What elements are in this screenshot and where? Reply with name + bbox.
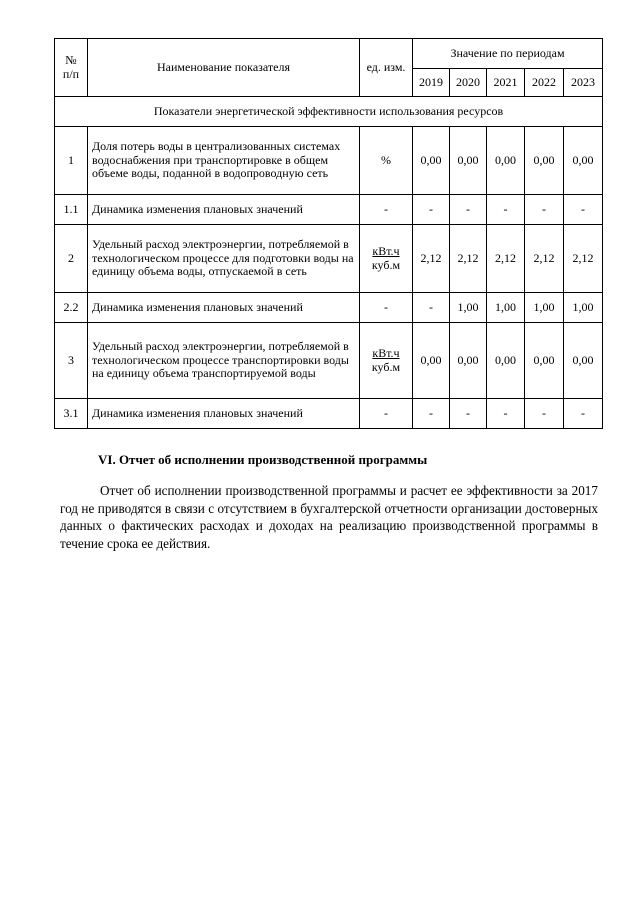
row-value: - (413, 399, 450, 429)
row-value: - (525, 195, 564, 225)
unit-numerator: кВт.ч (372, 346, 400, 361)
row-num: 2 (55, 225, 88, 293)
row-num: 2.2 (55, 293, 88, 323)
row-num: 1 (55, 127, 88, 195)
header-year: 2023 (564, 69, 603, 97)
header-name: Наименование показателя (88, 39, 360, 97)
row-unit: - (360, 399, 413, 429)
row-value: 0,00 (450, 127, 487, 195)
indicators-table (54, 38, 603, 429)
row-value: 0,00 (450, 323, 487, 399)
header-num: № п/п (55, 39, 88, 97)
row-value: - (413, 293, 450, 323)
table-row (55, 195, 603, 225)
row-num: 3 (55, 323, 88, 399)
row-name: Удельный расход электроэнергии, потребляемой в технологическом процессе для подготовки воды на единицу объема воды, отпускаемой в сеть (88, 225, 360, 293)
table-row (55, 225, 603, 293)
row-unit (360, 225, 413, 293)
row-value: 0,00 (413, 127, 450, 195)
row-unit (360, 323, 413, 399)
row-value: - (413, 195, 450, 225)
row-num: 1.1 (55, 195, 88, 225)
row-value: - (450, 195, 487, 225)
row-value: 1,00 (525, 293, 564, 323)
table-row (55, 127, 603, 195)
row-unit: - (360, 293, 413, 323)
header-year: 2020 (450, 69, 487, 97)
row-name: Динамика изменения плановых значений (88, 195, 360, 225)
row-value: 2,12 (487, 225, 525, 293)
row-value: 0,00 (525, 127, 564, 195)
row-value: 1,00 (487, 293, 525, 323)
header-year: 2022 (525, 69, 564, 97)
row-value: 0,00 (487, 323, 525, 399)
row-num: 3.1 (55, 399, 88, 429)
section-title: Показатели энергетической эффективности использования ресурсов (55, 97, 603, 127)
row-value: 0,00 (564, 323, 603, 399)
header-unit: ед. изм. (360, 39, 413, 97)
row-value: - (564, 399, 603, 429)
row-value: 0,00 (525, 323, 564, 399)
row-value: 2,12 (525, 225, 564, 293)
row-value: 0,00 (487, 127, 525, 195)
row-value: 1,00 (450, 293, 487, 323)
section-heading: VI. Отчет об исполнении производственной программы (98, 452, 428, 467)
row-value: - (487, 195, 525, 225)
header-year: 2019 (413, 69, 450, 97)
table-row (55, 399, 603, 429)
row-value: - (450, 399, 487, 429)
table-row (55, 323, 603, 399)
report-paragraph: Отчет об исполнении производственной программы и расчет ее эффективности за 2017 год не приводятся в связи с отсутствием в бухгалтерской отчетности организации достоверных данных о фактических расходах и доходах на реализацию производственной программы в течение срока ее действия. (60, 483, 598, 551)
row-value: 1,00 (564, 293, 603, 323)
row-value: 2,12 (450, 225, 487, 293)
row-unit: - (360, 195, 413, 225)
row-name: Динамика изменения плановых значений (88, 399, 360, 429)
unit-denominator: куб.м (371, 359, 401, 374)
row-name: Удельный расход электроэнергии, потребляемой в технологическом процессе транспортировки воды на единицу объема транспортируемой воды (88, 323, 360, 399)
row-value: - (525, 399, 564, 429)
row-value: 2,12 (564, 225, 603, 293)
row-value: - (564, 195, 603, 225)
unit-numerator: кВт.ч (372, 244, 400, 259)
row-value: 2,12 (413, 225, 450, 293)
row-name: Динамика изменения плановых значений (88, 293, 360, 323)
row-name: Доля потерь воды в централизованных системах водоснабжения при транспортировке в общем объеме воды, поданной в водопроводную сеть (88, 127, 360, 195)
unit-denominator: куб.м (371, 257, 401, 272)
header-year: 2021 (487, 69, 525, 97)
row-value: 0,00 (413, 323, 450, 399)
header-periods: Значение по периодам (413, 39, 603, 69)
table-row (55, 293, 603, 323)
row-unit: % (360, 127, 413, 195)
row-value: - (487, 399, 525, 429)
row-value: 0,00 (564, 127, 603, 195)
